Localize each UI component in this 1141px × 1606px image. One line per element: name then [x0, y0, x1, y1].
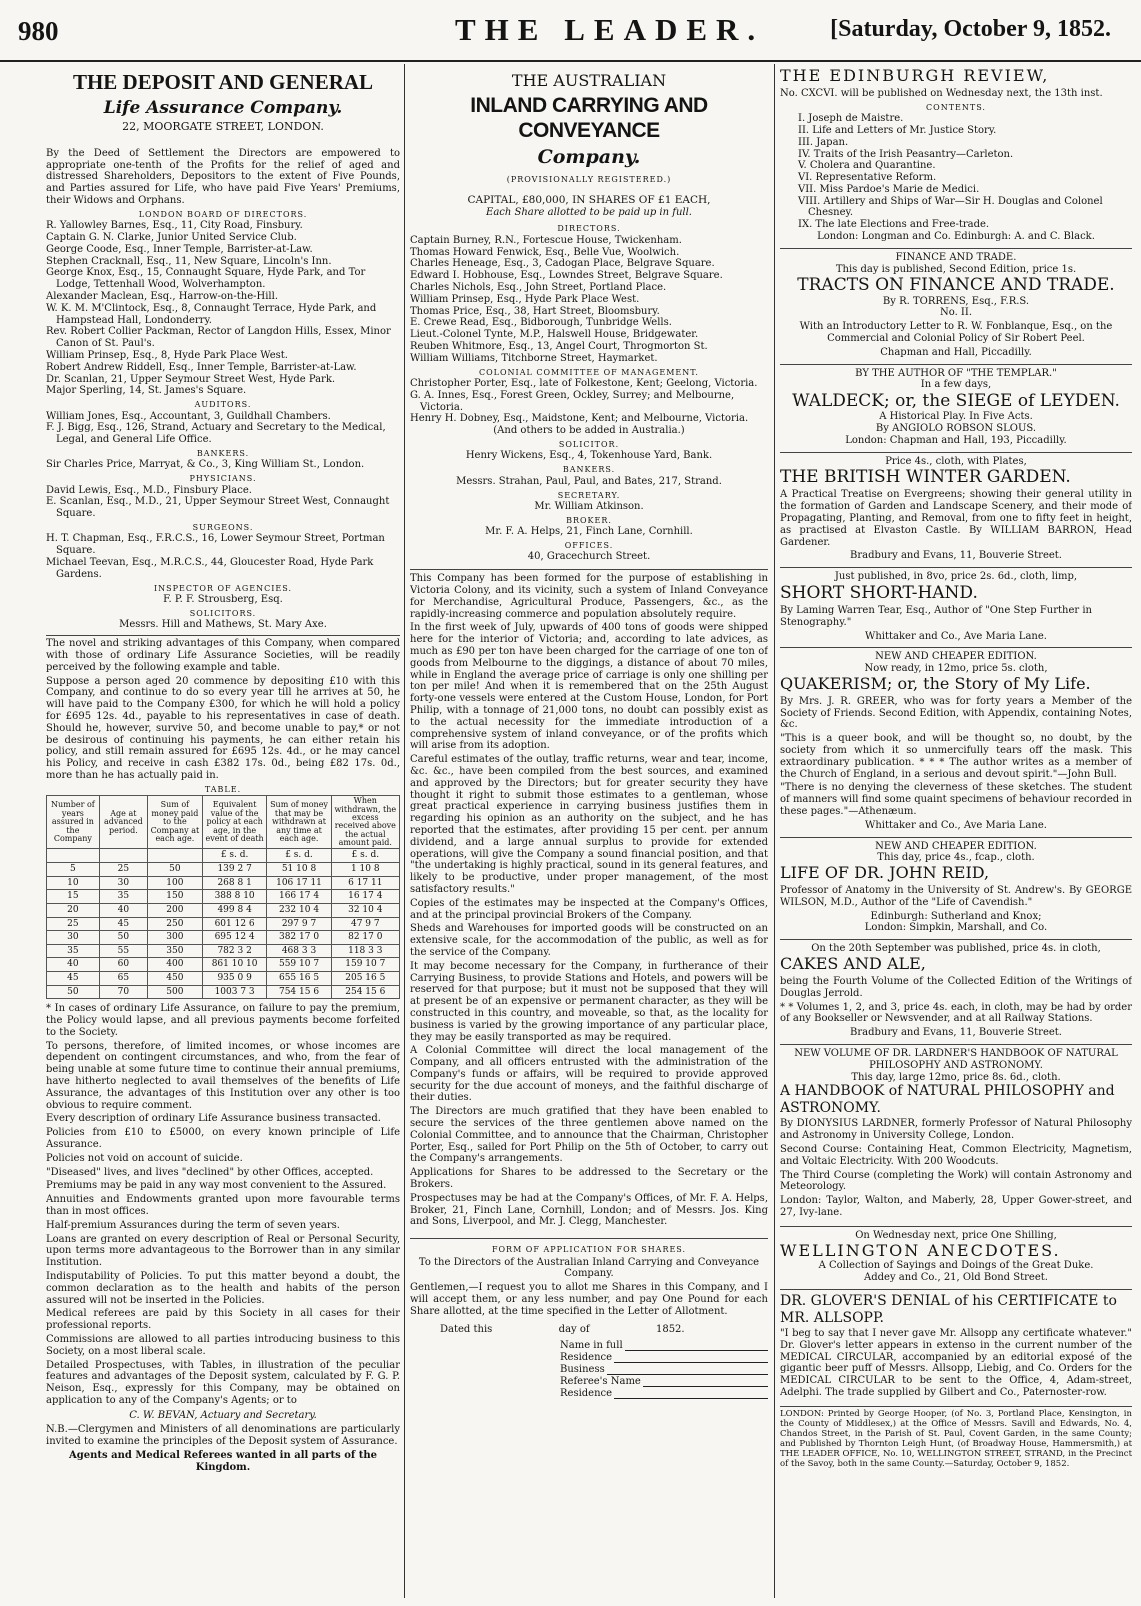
director-entry: Captain Burney, R.N., Fortescue House, Twickenham. — [410, 234, 682, 246]
table-cell: 450 — [147, 971, 202, 985]
prospectus-paragraph: A Colonial Committee will direct the local management of the Company, and all officers entrusted with the administration of the Company's funds or affairs, will be required to provide approved security for the due account of moneys, and the faithful discharge of their duties. — [410, 1045, 768, 1104]
committee-entry: G. A. Innes, Esq., Forest Green, Ockley, Surrey; and Melbourne, Victoria. — [410, 389, 735, 413]
intro-text: By the Deed of Settlement the Directors are empowered to appropriate one-tenth of the Profits for the relief of aged and distressed Shareholders, Depositors to the extent of Five Pounds, and Parties assured for Life, who have paid Five Years' Premiums, their Widows and Orphans. — [46, 147, 400, 206]
table-cell: 297 9 7 — [267, 917, 331, 931]
form-field-line — [614, 1351, 768, 1363]
director-entry: Thomas Howard Fenwick, Esq., Belle Vue, Woolwich. — [410, 246, 680, 258]
director-entry: Lieut.-Colonel Tynte, M.P., Halswell House, Bridgewater. — [410, 329, 699, 341]
advert-title: INLAND CARRYING AND CONVEYANCE — [470, 93, 708, 142]
directors-list — [410, 235, 768, 365]
table-header: Sum of money that may be withdrawn at any time at each age. — [267, 796, 331, 849]
table-cell: 655 16 5 — [267, 971, 331, 985]
table-cell: 6 17 11 — [331, 876, 399, 890]
table-cell: 106 17 11 — [267, 876, 331, 890]
table-cell: 400 — [147, 958, 202, 972]
body-text: The novel and striking advantages of this Company, when compared with those of ordinary Life Assurance Societies, will be readily perceived by the following example and table. — [46, 638, 400, 673]
section-heading: PHYSICIANS. — [189, 474, 257, 484]
broker: Mr. F. A. Helps, 21, Finch Lane, Cornhill. — [485, 526, 693, 538]
table-cell: 232 10 4 — [267, 903, 331, 917]
table-cell: 935 0 9 — [202, 971, 267, 985]
section-heading: AUDITORS. — [194, 400, 252, 410]
advert-subtitle: Life Assurance Company. — [103, 97, 343, 118]
section-heading: SECRETARY. — [557, 490, 621, 500]
section-heading: LONDON BOARD OF DIRECTORS. — [138, 209, 308, 219]
advert-pre-title: THE AUSTRALIAN — [511, 71, 667, 90]
director-entry: Major Sperling, 14, St. James's Square. — [46, 385, 247, 397]
signature: C. W. BEVAN, Actuary and Secretary. — [129, 1409, 317, 1421]
page-number: 980 — [18, 16, 59, 46]
column-rule — [774, 64, 775, 1598]
table-cell: 350 — [147, 944, 202, 958]
table-cell: 754 15 6 — [267, 985, 331, 999]
director-entry: Dr. Scanlan, 21, Upper Seymour Street West, Hyde Park. — [46, 373, 336, 385]
table-cell: 30 — [47, 931, 100, 945]
table-unit: £ s. d. — [267, 849, 331, 863]
director-entry: William Prinsep, Esq., Hyde Park Place West. — [410, 293, 640, 305]
form-field-label: Business — [560, 1363, 605, 1375]
prospectus-paragraph: Sheds and Warehouses for imported goods will be constructed on an extensive scale, for the accommodation of the public, as well as for the service of the Company. — [410, 923, 768, 958]
section-heading: COLONIAL COMMITTEE OF MANAGEMENT. — [479, 367, 699, 377]
table-cell: 40 — [99, 903, 147, 917]
contents-entry: VI. Representative Reform. — [798, 172, 937, 184]
capital-note: Each Share allotted to be paid up in full. — [486, 206, 692, 218]
body-text: Suppose a person aged 20 commence by depositing £10 with this Company, and continue to do so every year till he arrives at 50, he will have paid to the Company £300, for which he will hold a policy for £695 12s. 4d., payable to his representatives in case of death. Should he, however, survive 50, and become unable to pay,* or not be desirous of continuing his payments, he can either retain his policy, and still remain assured for £695 12s. 4d., or he may cancel his Policy, and receive in cash £382 17s. 0d., being £82 17s. 0d., more than he has actually paid in. — [46, 675, 400, 781]
prospectus-paragraph: The Directors are much gratified that they have been enabled to secure the services of the three gentlemen above named on the Colonial Committee, and to announce that the Chairman, Christopher Porter, Esq., sailed for Port Philip on the 5th of October, to carry out the Company's arrangements. — [410, 1106, 768, 1165]
auditor-entry: William Jones, Esq., Accountant, 3, Guildhall Chambers. — [46, 410, 331, 422]
printer-imprint: LONDON: Printed by George Hooper, (of No. 3, Portland Place, Kensington, in the County of Middlesex,) at the Office of Messrs. Savill and Edwards, No. 4, Chandos Street, in the Parish of St. Paul, Covent Garden, in the same County; and Published by Thornton Leigh Hunt, (of Broadway House, Hammersmith,) at THE LEADER OFFICE, No. 10, WELLINGTON STREET, STRAND, in the Precinct of the Savoy, both in the same County.—Saturday, October 9, 1852. — [780, 1408, 1132, 1469]
feature-paragraph: Commissions are allowed to all parties introducing business to this Society, on a most liberal scale. — [46, 1333, 400, 1357]
prospectus-paragraph: This Company has been formed for the purpose of establishing in Victoria Colony, and its vicinity, such a system of Inland Conveyance for Merchandise, Agricultural Produce, Passengers, &c., as the rapidly-increasing commerce and population absolutely require. — [410, 573, 768, 620]
table-cell: 51 10 8 — [267, 863, 331, 877]
contents-entry: IX. The late Elections and Free-trade. — [798, 219, 990, 231]
feature-paragraph: Detailed Prospectuses, with Tables, in illustration of the peculiar features and advantages of the Deposit system, calculated by F. G. P. Neison, Esq., expressly for this Company, may be obtained on application to any of the Company's Agents; or to — [46, 1359, 400, 1406]
advert-waldeck: BY THE AUTHOR OF "THE TEMPLAR." In a few days, WALDECK; or, the SIEGE of LEYDEN. A Historical Play. In Five Acts. By ANGIOLO ROBSON SLOUS. London: Chapman and Hall, 193, Piccadilly. — [780, 365, 1132, 453]
prospectus-paragraph: In the first week of July, upwards of 400 tons of goods were shipped here for the interior of Victoria; and, according to late advices, as much as £90 per ton have been charged for the carriage of one ton of goods from Melbourne to the diggings, a distance of about 70 miles, while in England the average price of carriage is only one shilling per ton per mile! And when it is remembered that on the 25th August forty-one vessels were entered at the Custom House, London, for Port Philip, with a tonnage of 21,000 tons, no doubt can possibly exist as to the actual necessity for the immediate introduction of a comprehensive system of inland conveyance, or of the profits which will arise from its adoption. — [410, 622, 768, 752]
table-row — [47, 890, 400, 904]
form-field — [410, 1387, 768, 1399]
table-cell: 861 10 10 — [202, 958, 267, 972]
section-heading: SURGEONS. — [192, 523, 254, 533]
secretary: Mr. William Atkinson. — [534, 500, 644, 512]
prospectus-paragraph: Prospectuses may be had at the Company's Offices, of Mr. F. A. Helps, Broker, 21, Finch Lane, Cornhill, London; and of Messrs. Jos. King and Sons, Liverpool, and Mr. J. Clegg, Manchester. — [410, 1192, 768, 1228]
director-entry: E. Crewe Read, Esq., Bidborough, Tunbridge Wells. — [410, 317, 672, 329]
table-cell: 35 — [99, 890, 147, 904]
advert-john-reid: NEW AND CHEAPER EDITION. This day, price 4s., fcap., cloth. LIFE OF DR. JOHN REID, Professor of Anatomy in the University of St. Andrew's. By GEORGE WILSON, M.D., Author of the "Life of Cavendish." Edinburgh: Sutherland and Knox; London: Simpkin, Marshall, and Co. — [780, 838, 1132, 941]
inspector: F. P. F. Strousberg, Esq. — [163, 594, 283, 606]
table-cell: 50 — [147, 863, 202, 877]
table-cell: 1 10 8 — [331, 863, 399, 877]
advert-cakes-and-ale: On the 20th September was published, price 4s. in cloth, CAKES AND ALE, being the Fourth Volume of the Collected Edition of the Writings of Douglas Jerrold. * * Volumes 1, 2, and 3, price 4s. each, in cloth, may be had by order of any Bookseller or Newsvender, and at all Railway Stations. Bradbury and Evans, 11, Bouverie Street. — [780, 940, 1132, 1045]
table-header: Equivalent value of the policy at each age, in the event of death — [202, 796, 267, 849]
director-entry: Charles Nichols, Esq., John Street, Portland Place. — [410, 282, 667, 294]
table-cell: 65 — [99, 971, 147, 985]
colonial-committee — [410, 378, 768, 425]
table-cell: 100 — [147, 876, 202, 890]
section-heading: OFFICES. — [564, 540, 614, 550]
table-cell: 1003 7 3 — [202, 985, 267, 999]
feature-paragraph: "Diseased" lives, and lives "declined" by other Offices, accepted. — [46, 1166, 374, 1178]
table-cell: 55 — [99, 944, 147, 958]
director-entry: Charles Heneage, Esq., 3, Cadogan Place, Belgrave Square. — [410, 258, 715, 270]
capital: CAPITAL, £80,000, IN SHARES OF £1 EACH, — [467, 194, 711, 207]
section-heading: SOLICITOR. — [558, 440, 620, 450]
director-entry: William Williams, Titchborne Street, Haymarket. — [410, 352, 658, 364]
table-cell: 47 9 7 — [331, 917, 399, 931]
table-cell: 20 — [47, 903, 100, 917]
form-body: Gentlemen,—I request you to allot me Shares in this Company, and I will accept them, or any less number, and pay One Pound for each Share allotted, at the time specified in the Letter of Allotment. — [410, 1282, 768, 1317]
table-cell: 782 3 2 — [202, 944, 267, 958]
table-cell: 559 10 7 — [267, 958, 331, 972]
director-entry: W. K. M. M'Clintock, Esq., 8, Connaught Terrace, Hyde Park, and Hampstead Hall, Londonderry. — [46, 302, 377, 326]
form-field-line — [614, 1387, 768, 1399]
table-cell: 500 — [147, 985, 202, 999]
table-cell: 254 15 6 — [331, 985, 399, 999]
table-cell: 25 — [47, 917, 100, 931]
table-cell: 139 2 7 — [202, 863, 267, 877]
table-header: When withdrawn, the excess received above the actual amount paid. — [331, 796, 399, 849]
issue-date: [Saturday, October 9, 1852. — [830, 16, 1111, 42]
director-entry: Edward I. Hobhouse, Esq., Lowndes Street, Belgrave Square. — [410, 270, 723, 282]
advert-short-hand: Just published, in 8vo, price 2s. 6d., cloth, limp, SHORT SHORT-HAND. By Laming Warren Tear, Esq., Author of "One Step Further in Stenography." Whittaker and Co., Ave Maria Lane. — [780, 568, 1132, 648]
advert-subtitle: Company. — [537, 146, 641, 169]
table-row — [47, 971, 400, 985]
prospectus-text — [410, 573, 768, 1228]
physician-entry: E. Scanlan, Esq., M.D., 21, Upper Seymour Street West, Connaught Square. — [46, 496, 390, 520]
column-rule — [404, 64, 405, 1598]
agents-note: Agents and Medical Referees wanted in all parts of the Kingdom. — [69, 1450, 377, 1473]
contents-entry: III. Japan. — [798, 136, 849, 148]
table-cell: 468 3 3 — [267, 944, 331, 958]
column-book-adverts — [780, 64, 1132, 1598]
table-cell: 695 12 4 — [202, 931, 267, 945]
table-cell: 30 — [99, 876, 147, 890]
advert-winter-garden: Price 4s., cloth, with Plates, THE BRITISH WINTER GARDEN. A Practical Treatise on Evergreens; showing their general utility in the formation of Garden and Landscape Scenery, and their mode of Propagating, Planting, and Removal, from one to fifty feet in height, as practised at Elvaston Castle. By WILLIAM BARRON, Head Gardener. Bradbury and Evans, 11, Bouverie Street. — [780, 453, 1132, 569]
table-cell: 45 — [99, 917, 147, 931]
table-cell: 388 8 10 — [202, 890, 267, 904]
solicitor: Henry Wickens, Esq., 4, Tokenhouse Yard, Bank. — [465, 450, 713, 462]
form-field — [410, 1375, 768, 1387]
table-row — [47, 985, 400, 999]
director-entry: Reuben Whitmore, Esq., 13, Angel Court, Throgmorton St. — [410, 341, 708, 353]
section-heading: BANKERS. — [196, 448, 250, 458]
form-field-line — [643, 1375, 768, 1387]
column-australian-company — [410, 64, 768, 1598]
contents-entry: V. Cholera and Quarantine. — [798, 160, 936, 172]
table-row — [47, 958, 400, 972]
director-entry: Robert Andrew Riddell, Esq., Inner Temple, Barrister-at-Law. — [46, 361, 357, 373]
table-cell: 300 — [147, 931, 202, 945]
table-cell: 382 17 0 — [267, 931, 331, 945]
table-row — [47, 863, 400, 877]
physician-entry: David Lewis, Esq., M.D., Finsbury Place. — [46, 484, 252, 496]
directors-list — [46, 220, 400, 397]
bankers: Sir Charles Price, Marryat, & Co., 3, King William St., London. — [46, 459, 365, 471]
registration-note: (PROVISIONALLY REGISTERED.) — [506, 174, 672, 184]
advert-edinburgh-review: THE EDINBURGH REVIEW, No. CXCVI. will be published on Wednesday next, the 13th inst. CONTENTS. I. Joseph de Maistre. II. Life and Letters of Mr. Justice Story. III. Japan. IV. Traits of the Irish Peasantry—Carleton. V. Cholera and Quarantine. VI. Representative Reform. VII. Miss Pardoe's Marie de Medici. VIII. Artillery and Ships of War—Sir H. Douglas and Colonel Chesney. IX. The late Elections and Free-trade. London: Longman and Co. Edinburgh: A. and C. Black. — [780, 64, 1132, 249]
surgeons-list — [46, 533, 400, 580]
contents-entry: VII. Miss Pardoe's Marie de Medici. — [798, 183, 980, 195]
offices: 40, Gracechurch Street. — [527, 551, 651, 563]
features-list — [46, 1041, 400, 1407]
advert-tracts-finance: FINANCE AND TRADE. This day is published, Second Edition, price 1s. TRACTS ON FINANCE AND TRADE. By R. TORRENS, Esq., F.R.S. No. II. With an Introductory Letter to R. W. Fonblanque, Esq., on the Commercial and Colonial Policy of Sir Robert Peel. Chapman and Hall, Piccadilly. — [780, 249, 1132, 365]
auditors-list — [46, 411, 400, 446]
table-cell: 40 — [47, 958, 100, 972]
form-field-label: Residence — [560, 1387, 613, 1399]
table-cell: 150 — [147, 890, 202, 904]
contents-entry: VIII. Artillery and Ships of War—Sir H. Douglas and Colonel Chesney. — [798, 195, 1103, 219]
table-cell: 5 — [47, 863, 100, 877]
table-row — [47, 944, 400, 958]
table-unit — [147, 849, 202, 863]
section-heading: SOLICITORS. — [189, 608, 257, 618]
director-entry: Captain G. N. Clarke, Junior United Service Club. — [46, 232, 297, 243]
form-field-label: Name in full — [560, 1339, 623, 1351]
table-cell: 50 — [99, 931, 147, 945]
table-cell: 268 8 1 — [202, 876, 267, 890]
table-header: Age at advanced period. — [99, 796, 147, 849]
table-cell: 25 — [99, 863, 147, 877]
colonial-note: (And others to be added in Australia.) — [493, 425, 685, 437]
deposit-table — [46, 795, 400, 999]
table-unit: £ s. d. — [331, 849, 399, 863]
table-cell: 82 17 0 — [331, 931, 399, 945]
form-field-label: Residence — [560, 1351, 613, 1363]
advert-title: THE DEPOSIT AND GENERAL — [72, 70, 374, 94]
table-cell: 159 10 7 — [331, 958, 399, 972]
form-date-line: Dated this day of 1852. — [440, 1323, 685, 1335]
table-cell: 50 — [47, 985, 100, 999]
section-heading: INSPECTOR OF AGENCIES. — [154, 583, 292, 593]
prospectus-paragraph: Careful estimates of the outlay, traffic returns, wear and tear, income, &c. &c., have been compiled from the best sources, and examined and approved by the Directors; but for greater security they have thought it right to submit those estimates to a gentleman, whose great practical experience in carrying business justifies them in regarding his opinion as an authority on the subject, and he has reported that the estimates, after providing 15 per cent. per annum dividend, and a large annual surplus to provide for extended operations, will give the Company a sound financial position, and that "the undertaking is highly practical, sound in its general features, and likely to be productive, under proper management, of the most satisfactory results." — [410, 754, 768, 895]
director-entry: Alexander Maclean, Esq., Harrow-on-the-Hill. — [46, 290, 278, 302]
form-field-line — [625, 1339, 768, 1351]
surgeon-entry: Michael Teevan, Esq., M.R.C.S., 44, Gloucester Road, Hyde Park Gardens. — [46, 557, 374, 580]
form-field-label: Referee's Name — [560, 1375, 641, 1387]
form-field — [410, 1351, 768, 1363]
form-fields — [410, 1339, 768, 1399]
table-heading: TABLE. — [204, 784, 242, 794]
auditor-entry: F. J. Bigg, Esq., 126, Strand, Actuary and Secretary to the Medical, Legal, and General Life Office. — [46, 422, 386, 446]
table-cell: 250 — [147, 917, 202, 931]
table-cell: 16 17 4 — [331, 890, 399, 904]
director-entry: George Knox, Esq., 15, Connaught Square, Hyde Park, and Tor Lodge, Tettenhall Wood, Wolverhampton. — [46, 267, 366, 291]
solicitors: Messrs. Hill and Mathews, St. Mary Axe. — [119, 619, 327, 631]
table-unit — [99, 849, 147, 863]
feature-paragraph: Policies from £10 to £5000, on every known principle of Life Assurance. — [46, 1127, 400, 1150]
director-entry: Rev. Robert Collier Packman, Rector of Langdon Hills, Essex, Minor Canon of St. Paul's. — [46, 326, 391, 350]
form-addressee: To the Directors of the Australian Inland Carrying and Conveyance Company. — [418, 1256, 760, 1280]
table-cell: 70 — [99, 985, 147, 999]
table-cell: 499 8 4 — [202, 903, 267, 917]
table-cell: 601 12 6 — [202, 917, 267, 931]
prospectus-paragraph: Applications for Shares to be addressed to the Secretary or the Brokers. — [410, 1167, 768, 1191]
masthead — [0, 0, 1141, 62]
advert-glover-denial: DR. GLOVER'S DENIAL of his CERTIFICATE to MR. ALLSOPP. "I beg to say that I never gave Mr. Allsopp any certificate whatever." Dr. Glover's letter appears in extenso in the current number of the MEDICAL CIRCULAR, accompanied by an editorial exposé of the gigantic beer puff of Messrs. Allsopp, Liebig, and Co. Orders for the MEDICAL CIRCULAR to be sent to the Office, 4, Adam-street, Adelphi. The trade supplied by Gilbert and Co., Paternoster-row. — [780, 1290, 1132, 1407]
table-cell: 15 — [47, 890, 100, 904]
committee-entry: Christopher Porter, Esq., late of Folkestone, Kent; Geelong, Victoria. — [410, 378, 758, 390]
table-header: Sum of money paid to the Company at each age. — [147, 796, 202, 849]
physicians-list — [46, 485, 400, 520]
section-heading: BROKER. — [566, 515, 612, 525]
section-heading: DIRECTORS. — [557, 224, 621, 234]
advert-quakerism: NEW AND CHEAPER EDITION. Now ready, in 12mo, price 5s. cloth, QUAKERISM; or, the Story of My Life. By Mrs. J. R. GREER, who was for forty years a Member of the Society of Friends. Second Edition, with Appendix, containing Notes, &c. "This is a queer book, and will be thought so, no doubt, by the society from which it so unmercifully tears off the mask. This extraordinary publication. * * * The author writes as a member of the Church of England, in a serious and devout spirit."—John Bull. "There is no denying the cleverness of these sketches. The student of manners will find some quaint specimens of behaviour recorded in these pages."—Athenæum. Whittaker and Co., Ave Maria Lane. — [780, 648, 1132, 837]
table-row — [47, 931, 400, 945]
feature-paragraph: Premiums may be paid in any way most convenient to the Assured. — [46, 1180, 387, 1192]
section-heading: BANKERS. — [562, 465, 616, 475]
table-row — [47, 903, 400, 917]
director-entry: George Coode, Esq., Inner Temple, Barrister-at-Law. — [46, 243, 313, 255]
advert-wellington: On Wednesday next, price One Shilling, WELLINGTON ANECDOTES. A Collection of Sayings and Doings of the Great Duke. Addey and Co., 21, Old Bond Street. — [780, 1227, 1132, 1290]
table-cell: 200 — [147, 903, 202, 917]
contents-entry: I. Joseph de Maistre. — [798, 113, 904, 125]
table-cell: 205 16 5 — [331, 971, 399, 985]
form-field — [410, 1339, 768, 1351]
table-cell: 60 — [99, 958, 147, 972]
feature-paragraph: Indisputability of Policies. To put this matter beyond a doubt, the common declaration as to the health and habits of the person assured will not be inserted in the Policies. — [46, 1270, 400, 1306]
table-row — [47, 876, 400, 890]
feature-paragraph: Annuities and Endowments granted upon more favourable terms than in most offices. — [46, 1194, 400, 1217]
feature-paragraph: Loans are granted on every description of Real or Personal Security, upon terms more advantageous to the Borrower than in any similar Institution. — [46, 1233, 400, 1269]
director-entry: R. Yallowley Barnes, Esq., 11, City Road, Finsbury. — [46, 220, 303, 232]
director-entry: Stephen Cracknall, Esq., 11, New Square, Lincoln's Inn. — [46, 255, 332, 267]
paper-title: THE LEADER. — [455, 12, 765, 47]
contents-entry: II. Life and Letters of Mr. Justice Story. — [798, 124, 997, 136]
surgeon-entry: H. T. Chapman, Esq., F.R.C.S., 16, Lower Seymour Street, Portman Square. — [46, 533, 385, 557]
advert-address: 22, MOORGATE STREET, LONDON. — [122, 119, 324, 133]
footnote: * In cases of ordinary Life Assurance, on failure to pay the premium, the Policy would lapse, and all previous payments become forfeited to the Society. — [46, 1003, 400, 1038]
prospectus-paragraph: Copies of the estimates may be inspected at the Company's Offices, and at the principal provincial Brokers of the Company. — [410, 897, 768, 921]
feature-paragraph: Half-premium Assurances during the term of seven years. — [46, 1219, 340, 1231]
table-header: Number of years assured in the Company — [47, 796, 100, 849]
table-cell: 166 17 4 — [267, 890, 331, 904]
table-cell: 45 — [47, 971, 100, 985]
contents-entry: IV. Traits of the Irish Peasantry—Carleton. — [798, 148, 1014, 160]
committee-entry: Henry H. Dobney, Esq., Maidstone, Kent; and Melbourne, Victoria. — [410, 413, 749, 425]
prospectus-paragraph: It may become necessary for the Company, in furtherance of their Carrying Business, to provide Stations and Hotels, and powers will be reserved for that purpose; but it must not be supposed that they will at present be of an expensive or permanent character, as they will be constructed in this country, and moveable, so that, as the locality for business is varied by the growing importance of any particular place, they may be easily transported as may be required. — [410, 960, 768, 1043]
form-field-line — [607, 1363, 768, 1375]
nb-note: N.B.—Clergymen and Ministers of all denominations are particularly invited to examine the principles of the Deposit system of Assurance. — [46, 1424, 400, 1448]
director-entry: Thomas Price, Esq., 38, Hart Street, Bloomsbury. — [410, 305, 660, 317]
advert-lardner-handbook: NEW VOLUME OF DR. LARDNER'S HANDBOOK OF NATURAL PHILOSOPHY AND ASTRONOMY. This day, large 12mo, price 8s. 6d., cloth. A HANDBOOK of NATURAL PHILOSOPHY and ASTRONOMY. By DIONYSIUS LARDNER, formerly Professor of Natural Philosophy and Astronomy in University College, London. Second Course: Containing Heat, Common Electricity, Magnetism, and Voltaic Electricity. With 200 Woodcuts. The Third Course (completing the Work) will contain Astronomy and Meteorology. London: Taylor, Walton, and Maberly, 28, Upper Gower-street, and 27, Ivy-lane. — [780, 1045, 1132, 1227]
column-deposit-assurance — [46, 64, 400, 1598]
bankers: Messrs. Strahan, Paul, Paul, and Bates, 217, Strand. — [456, 475, 722, 487]
feature-paragraph: Every description of ordinary Life Assurance business transacted. — [46, 1113, 381, 1125]
table-cell: 10 — [47, 876, 100, 890]
feature-paragraph: To persons, therefore, of limited incomes, or whose incomes are dependent on contingent circumstances, and who, from the fear of being unable at some future time to continue their annual premiums, have hitherto neglected to avail themselves of the benefits of Life Assurance, the advantages of this Institution over any other is too obvious to require comment. — [46, 1040, 400, 1111]
feature-paragraph: Policies not void on account of suicide. — [46, 1152, 243, 1164]
form-field — [410, 1363, 768, 1375]
table-row — [47, 917, 400, 931]
table-cell: 118 3 3 — [331, 944, 399, 958]
form-heading: FORM OF APPLICATION FOR SHARES. — [491, 1245, 687, 1255]
director-entry: William Prinsep, Esq., 8, Hyde Park Place West. — [46, 349, 288, 361]
table-cell: 32 10 4 — [331, 903, 399, 917]
table-unit — [47, 849, 100, 863]
table-unit: £ s. d. — [202, 849, 267, 863]
table-cell: 35 — [47, 944, 100, 958]
feature-paragraph: Medical referees are paid by this Society in all cases for their professional reports. — [46, 1308, 400, 1332]
